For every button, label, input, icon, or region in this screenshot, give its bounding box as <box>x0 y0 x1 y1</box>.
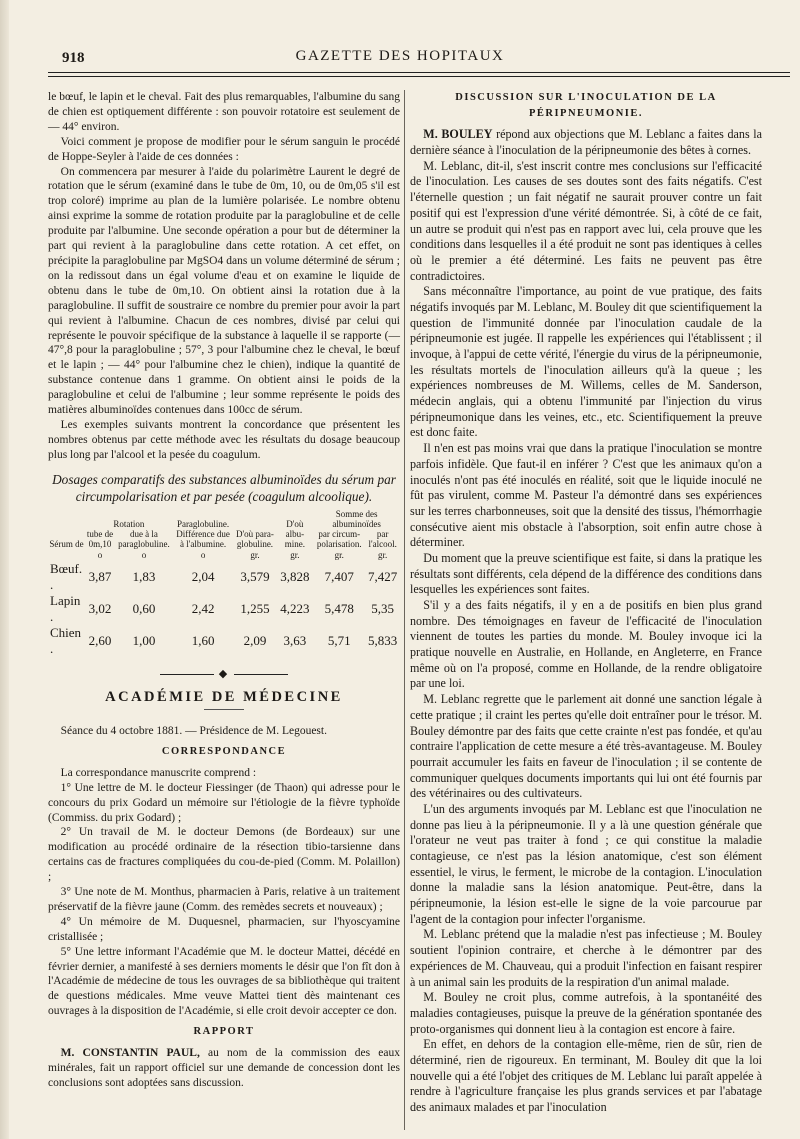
table-cell: 4,223 <box>280 601 310 617</box>
col-header-rotation: Rotation <box>113 519 145 530</box>
table-cell: 5,71 <box>327 633 351 649</box>
col-header-serum: Sérum de <box>49 539 84 550</box>
table-row-label: Bœuf. . <box>50 561 83 593</box>
col-header-paraglobuline: Paraglobuline. <box>176 519 230 530</box>
col-header-difference: Différence due à l'albumine. <box>176 529 230 550</box>
session-line: Séance du 4 octobre 1881. — Présidence de M. Legouest. <box>60 724 327 737</box>
page-binding-edge <box>0 0 9 1139</box>
paragraph-text: au nom de la commission des eaux minérales, fait un rapport officiel sur une demande de concession dont les conclusions sont adoptées sans discussion. <box>48 1047 401 1089</box>
table-cell: gr. <box>334 550 344 561</box>
section-ornament: ◆ <box>48 667 400 682</box>
table-cell: 3,63 <box>283 633 307 649</box>
paragraph: Voici comment je propose de modifier pour le sérum sanguin le procédé de Hoppe-Seyler à l'aide de ces données : <box>48 135 400 163</box>
albumin-dosage-table <box>48 509 400 657</box>
table-row <box>48 625 400 657</box>
col-header-dou-globuline: D'où para-globuline. <box>236 529 274 550</box>
table-row <box>48 561 400 593</box>
table-cell: 5,478 <box>324 601 354 617</box>
header-rule-top <box>48 72 790 73</box>
table-cell: 5,35 <box>371 601 395 617</box>
title-underline <box>204 709 244 710</box>
column-separator <box>404 90 405 1130</box>
paragraph: La correspondance manuscrite comprend : <box>60 766 257 779</box>
paragraph: M. Bouley ne croit plus, comme autrefois, à la spontanéité des maladies contagieuses, puisque la preuve de la génération spontanée des proto-organismes qui donnent lieu à la contagion est encore à faire. <box>410 990 762 1036</box>
table-cell: 1,00 <box>132 633 156 649</box>
col-header-somme: Somme des albuminoïdes <box>332 509 381 530</box>
table-row-label: Lapin . <box>50 593 81 625</box>
table-cell: 1,255 <box>240 601 270 617</box>
table-units-row <box>48 549 400 561</box>
paragraph: le bœuf, le lapin et le cheval. Fait des plus remarquables, l'albumine du sang de chien est optiquement différente : son pouvoir rotatoire est seulement de — 44° environ. <box>48 91 400 133</box>
paragraph <box>410 127 762 158</box>
table-cell: 2,42 <box>191 601 215 617</box>
table-cell: gr. <box>250 550 260 561</box>
table-row-label: Chien . <box>50 625 82 657</box>
table-cell: 2,09 <box>243 633 267 649</box>
header-rule-bottom <box>48 76 790 77</box>
table-cell: 2,04 <box>191 569 215 585</box>
list-item: 2° Un travail de M. le docteur Demons (de Bordeaux) sur une modification au procédé ordinaire de la résection tibio-tarsienne dans certains cas de fractures compliquées du cou-de-pied (Comm. M. Polaillon) ; <box>48 826 400 884</box>
paragraph: Les exemples suivants montrent la concordance que présentent les nombres obtenus par cette méthode avec les résultats du dosage beaucoup plus long par l'alcool et la pesée du coagulum. <box>48 418 400 461</box>
speaker-name: M. BOULEY <box>423 127 493 142</box>
section-title-academie: ACADÉMIE DE MÉDECINE <box>105 689 343 706</box>
table-cell: o <box>97 550 103 561</box>
paragraph: M. Leblanc regrette que le parlement ait donné une sanction légale à cette pratique ; il craint les pertes qu'elle doit entraîner pour le trésor. M. Bouley démontre par des faits que cette crainte n'est pas fondée, et qu'au contraire l'application de cette mesure a été très-avantageuse. M. Bouley pourrait accumuler les faits en faveur de l'inoculation ; il se contente de communiquer quelques documents importants qui lui ont été fournis par des vétérinaires ou des cultivateurs. <box>410 692 762 801</box>
table-cell: 1,83 <box>132 569 156 585</box>
table-row <box>48 593 400 625</box>
col-header-due-para: due à la paraglobuline. <box>118 529 170 550</box>
table-cell: 5,833 <box>368 633 398 649</box>
table-cell: 2,60 <box>88 633 112 649</box>
table-cell: o <box>200 550 206 561</box>
running-title: GAZETTE DES HOPITAUX <box>295 48 505 64</box>
paragraph: Sans méconnaître l'importance, au point de vue pratique, des faits négatifs invoqués par M. Leblanc, M. Bouley dit que scientifiquement la question de l'immunité donnée par l'inoculation caudale de la péripneumonie est jugée. Il rappelle les expériences qui l'établissent ; il invoque, à l'appui de cette vérité, l'énergie du virus de la péripneumonie, les résultats mortels de l'inoculation ailleurs qu'à la queue ; les expériences nombreuses de M. Willems, celles de M. Sanderson, médecin anglais, qui a obtenu l'immunité par l'injection du virus péripneumonique dans les veines, etc., etc. Scientifiquement la preuve est donc faite. <box>410 284 762 440</box>
col-header-par-circ: par circum-polarisation. <box>316 529 362 550</box>
table-cell: 3,02 <box>88 601 112 617</box>
subsection-title-rapport: RAPPORT <box>193 1026 255 1038</box>
paragraph: Du moment que la preuve scientifique est faite, si dans la pratique les résultats sont différents, cela dépend de la différence des conditions dans lesquelles les expériences sont faites. <box>410 550 762 597</box>
list-item: 3° Une note de M. Monthus, pharmacien à Paris, relative à un traitement préservatif de la fièvre jaune (Comm. des remèdes secrets et nouveaux) ; <box>48 886 400 913</box>
list-item: 1° Une lettre de M. le docteur Fiessinger (de Thaon) qui adresse pour le concours du prix Godard un mémoire sur l'étiologie de la fièvre typhoïde (Commiss. du prix Godard) ; <box>48 781 400 824</box>
col-header-tube: tube de 0m,10 <box>86 529 114 550</box>
paragraph: On commencera par mesurer à l'aide du polarimètre Laurent le degré de rotation que le sérum (examiné dans le tube de 0m, 10, ou de 0m,05 s'il est trop coloré) imprime au plan de la lumière polarisée. Le nombre obtenu ainsi exprime la somme de rotation produite par la paraglobuline et de celle produite par l'albumine. Une seconde opération a pour but de déterminer la part qui revient à la paraglobuline dans cette rotation. A cet effet, on précipite la paraglobuline par MgSO4 dans un volume déterminé de sérum ; on la redissout dans un égal volume d'eau et on examine le liquide de obtenu dans le tube de 0m,10. On obtient ainsi la rotation due à la paraglobuline. Il suffit de soustraire ce nombre du premier pour avoir la part qui revient à l'albumine. Chacun de ces nombres, divisé par celui qui représente le pouvoir spécifique de la substance à laquelle il se rapporte (— 47°,8 pour la paraglobuline ; 57°, 3 pour l'albumine chez le cheval, le bœuf et le lapin ; — 44° pour l'albumine chez le chien), indique la quantité de substance contenue dans 1 gramme. On obtient ainsi le poids de la paraglobuline et celui de l'albumine ; leur somme représente le poids des matières albuminoïdes contenues dans 100cc de sérum. <box>48 165 400 417</box>
table-cell: gr. <box>378 550 388 561</box>
list-item: 4° Un mémoire de M. Duquesnel, pharmacien, sur l'hyoscyamine cristallisée ; <box>48 915 400 943</box>
table-cell: 1,60 <box>191 633 215 649</box>
table-cell: 3,87 <box>88 569 112 585</box>
list-item: 5° Une lettre informant l'Académie que M. le docteur Mattei, décédé en février dernier, a manifesté à ses derniers moments le désir que l'on fît don à l'Académie de médecine de tous les ouvrages de sa bibliothèque qui traitent de questions médicales. Mme veuve Mattei tient dès maintenant ces ouvrages à la disposition de l'Académie, si elle croit devoir accepter ce don. <box>48 945 400 1018</box>
col-header-par-alcool: par l'alcool. <box>368 529 397 550</box>
paragraph: M. Leblanc, dit-il, s'est inscrit contre mes conclusions sur l'efficacité de l'inoculation. Les causes de ses doutes sont des faits négatifs. C'est l'éternelle question ; un fait négatif ne saurait prouver contre un fait positif qui est l'expression d'une vérité démontrée. Si, à côté de ce fait, un autre se produit qui n'est pas en rapport avec lui, cela prouve que les conditions dans lesquelles il a été produit ne sont pas identiques à celles où le premier a été déterminé. Les faits ne peuvent pas être contradictoires. <box>410 158 762 283</box>
page-number: 918 <box>62 50 85 66</box>
table-cell: 7,407 <box>324 569 354 585</box>
left-column <box>48 90 400 1091</box>
subsection-title-correspondance: CORRESPONDANCE <box>161 745 287 757</box>
table-cell: 7,427 <box>368 569 398 585</box>
paragraph: M. Leblanc prétend que la maladie n'est pas infectieuse ; M. Bouley soutient l'opinion contraire, et cherche à le démontrer par des expériences de M. Chauveau, qui a produit l'infection en faisant respirer à un animal sain les produits de la respiration d'un animal malade. <box>410 927 762 989</box>
table-cell: gr. <box>290 550 300 561</box>
speaker-name: M. CONSTANTIN PAUL, <box>60 1047 200 1060</box>
table-cell: o <box>141 550 147 561</box>
table-cell <box>48 549 85 561</box>
paragraph: S'il y a des faits négatifs, il y en a de positifs en bien plus grand nombre. Des témoignages en faveur de l'efficacité de l'inoculation viennent de toutes les parties du monde. M. Bouley invoque ici la pratique nouvelle en Australie, en Hollande, en Angleterre, en France même où on l'a proposé, comme en Hollande, de la rendre obligatoire par une loi. <box>410 598 762 691</box>
table-cell: 0,60 <box>132 601 156 617</box>
paragraph-text: répond aux objections que M. Leblanc a faites dans la dernière séance à l'inoculation de la péripneumonie des bêtes à cornes. <box>410 127 762 158</box>
table-cell: 3,579 <box>240 569 270 585</box>
table-caption: Dosages comparatifs des substances albuminoïdes du sérum par circumpolarisation et par pesée (coagulum alcoolique). <box>52 471 396 504</box>
section-title-discussion: DISCUSSION SUR L'INOCULATION DE LA PÉRIPNEUMONIE. <box>455 92 717 119</box>
paragraph <box>48 1046 400 1091</box>
right-column <box>410 90 762 1116</box>
table-cell: 3,828 <box>280 569 310 585</box>
paragraph: L'un des arguments invoqués par M. Leblanc est que l'inoculation ne donne pas lieu à la péripneumonie. Il y a là une question générale que l'orateur ne veut pas traiter à fond ; ce qui constitue la maladie contagieuse, ce n'est pas la lésion anatomique, c'est son élément essentiel, le virus, le ferment, le microbe de la contagion. L'inoculation donne la maladie sans la lésion anatomique. Peut-être, dans la péripneumonie, la lésion est-elle le signe de la voie parcourue par l'agent de la contagion pour infecter l'organisme. <box>410 801 762 926</box>
paragraph: En effet, en dehors de la contagion elle-même, rien de sûr, rien de déterminé, rien de rigoureux. En terminant, M. Bouley dit que la loi nouvelle qui a été l'objet des critiques de M. Leblanc lui paraît appelée à rendre à l'agriculture française les plus grands services et par l'abatage des animaux malades et par l'inoculation <box>410 1037 762 1114</box>
col-header-dou-albumine: D'où albu-mine. <box>284 519 305 550</box>
paragraph: Il n'en est pas moins vrai que dans la pratique l'inoculation se montre parfois infidèle. Que faut-il en inférer ? C'est que les animaux qu'on a inoculés n'ont pas été inoculés en réalité, soit que le liquide inoculé ne fût pas virulent, comme M. Pasteur l'a démontré dans ses expériences sur les terres charbonneuses, soit que la densité des tissus, l'hémorrhagie consécutive aient mis obstacle à l'absorption, soit enfin autre chose à déterminer. <box>410 441 762 550</box>
